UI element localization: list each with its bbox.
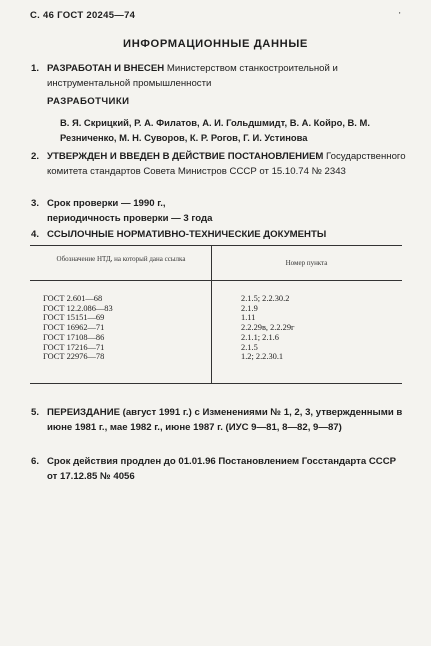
- section-2-lead: УТВЕРЖДЕН И ВВЕДЕН В ДЕЙСТВИЕ ПОСТАНОВЛЕНИЕМ: [47, 151, 324, 162]
- section-2-number: 2.: [31, 151, 40, 162]
- table-header-divider: [30, 280, 402, 281]
- table-cell-document: ГОСТ 15151—69: [43, 313, 105, 323]
- section-5-number: 5.: [31, 407, 40, 418]
- page-title: ИНФОРМАЦИОННЫЕ ДАННЫЕ: [123, 38, 308, 50]
- table-cell-clause: 2.1.1; 2.1.6: [241, 332, 279, 342]
- section-5: [31, 405, 406, 435]
- table-cell-clause: 2.1.5; 2.2.30.2: [241, 294, 290, 303]
- section-3-line-2: периодичность проверки — 3 года: [47, 213, 213, 224]
- section-5-text: [31, 405, 406, 435]
- developers-heading: РАЗРАБОТЧИКИ: [47, 96, 130, 107]
- reference-table: [30, 245, 402, 384]
- table-header-document: Обозначение НТД, на который дана ссылка: [56, 255, 186, 263]
- section-4: [31, 227, 406, 242]
- section-2: [31, 149, 406, 179]
- section-3-line-1: Срок проверки — 1990 г.,: [47, 198, 166, 209]
- table-cell-clause: 2.1.9: [241, 303, 258, 313]
- table-cell-clause: 1.2; 2.2.30.1: [241, 352, 284, 362]
- section-3: [31, 196, 406, 226]
- table-cell-clause: 2.1.5: [241, 342, 258, 352]
- table-column-documents: [43, 294, 113, 362]
- section-1-number: 1.: [31, 63, 40, 74]
- section-4-text: ССЫЛОЧНЫЕ НОРМАТИВНО-ТЕХНИЧЕСКИЕ ДОКУМЕНТЫ: [47, 229, 327, 240]
- section-3-number: 3.: [31, 198, 40, 209]
- corner-mark: ': [399, 11, 401, 20]
- table-cell-document: ГОСТ 17216—71: [43, 342, 105, 352]
- table-cell-document: ГОСТ 22976—78: [43, 352, 105, 362]
- section-6-number: 6.: [31, 456, 40, 467]
- section-5-lead: ПЕРЕИЗДАНИЕ: [47, 407, 120, 418]
- table-cell-document: ГОСТ 12.2.086—83: [43, 303, 113, 313]
- section-6: [31, 454, 406, 484]
- table-cell-clause: 2.2.29в, 2.2.29г: [241, 323, 295, 333]
- section-4-number: 4.: [31, 229, 40, 240]
- table-header-clause: Номер пункта: [285, 259, 328, 267]
- table-cell-document: ГОСТ 17108—86: [43, 332, 105, 342]
- developers-names: В. Я. Скрицкий, Р. А. Филатов, А. И. Гольдшмидт, В. А. Койро, В. М. Резниченко, М. Н. Суворов, К. Р. Рогов, Г. И. Устинова: [60, 117, 370, 143]
- section-1-text: [31, 61, 406, 91]
- table-cell-document: ГОСТ 2.601—68: [43, 294, 103, 303]
- table-column-clauses: [241, 294, 294, 362]
- section-2-text: [31, 149, 406, 179]
- section-5-rest: (август 1991 г.) с Изменениями № 1, 2, 3, утвержденными в июне 1981 г., мае 1982 г., июне 1987 г. (ИУС 9—81, 8—82, 9—87): [47, 407, 403, 433]
- table-cell-clause: 1.11: [241, 313, 256, 323]
- section-1: [31, 61, 406, 91]
- section-1-lead: РАЗРАБОТАН И ВНЕСЕН: [47, 63, 165, 74]
- table-cell-document: ГОСТ 16962—71: [43, 323, 105, 333]
- page-header: С. 46 ГОСТ 20245—74: [30, 10, 136, 21]
- section-6-text: Срок действия продлен до 01.01.96 Постановлением Госстандарта СССР от 17.12.85 № 4056: [47, 456, 397, 482]
- section-2-rest: Государственного комитета стандартов Совета Министров СССР от 15.10.74 № 2343: [47, 151, 406, 177]
- section-1-rest: Министерством станкостроительной и инструментальной промышленности: [47, 63, 338, 89]
